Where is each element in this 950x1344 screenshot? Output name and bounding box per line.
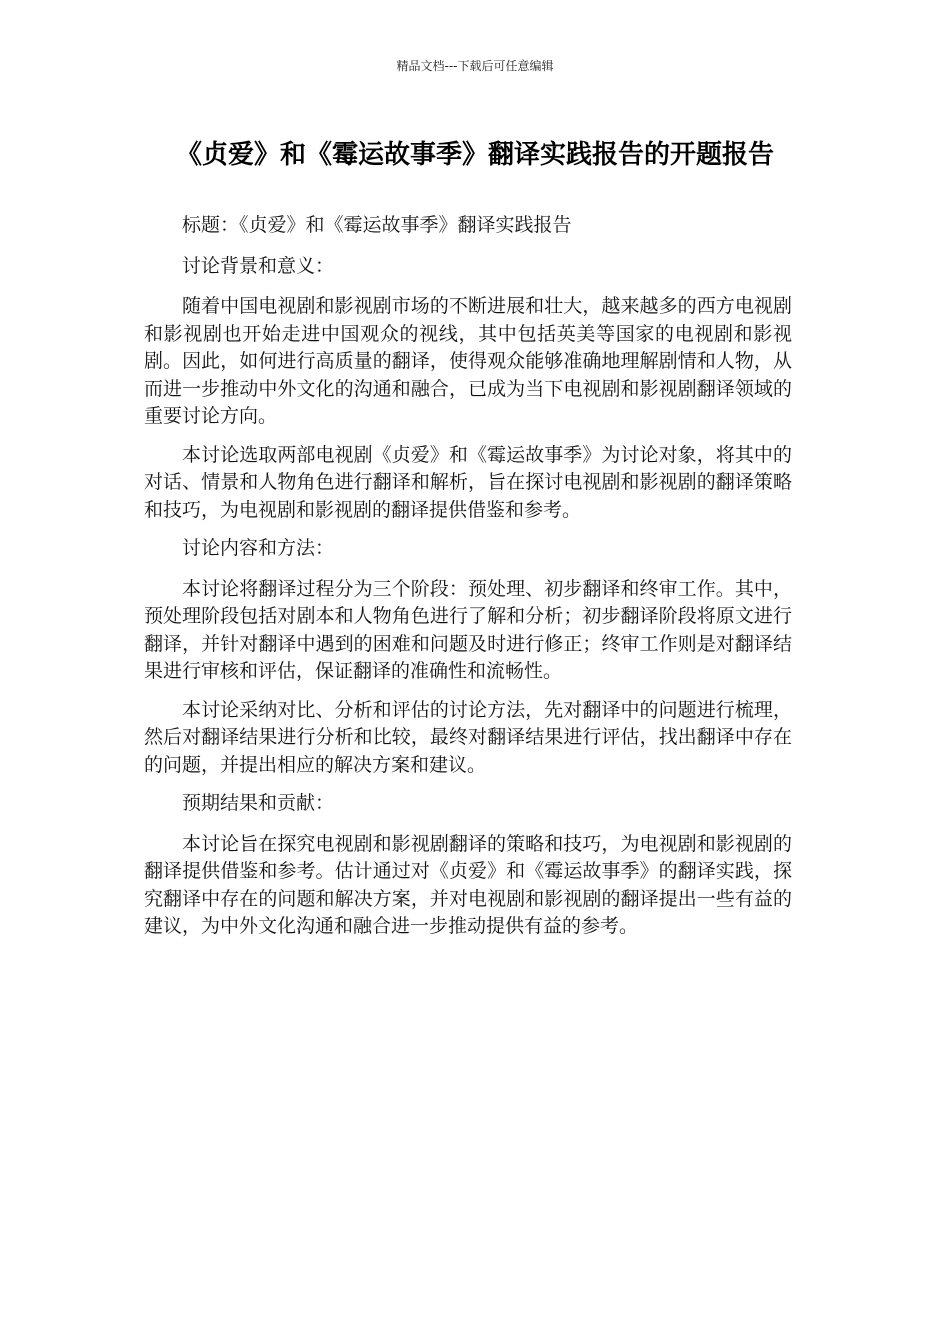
expected-results-paragraph-1: 本讨论旨在探究电视剧和影视剧翻译的策略和技巧，为电视剧和影视剧的翻译提供借鉴和参考。估计通过对《贞爱》和《霉运故事季》的翻译实践，探究翻译中存在的问题和解决方案，并对电视剧和影视剧的翻译提出一些有益的建议，为中外文化沟通和融合进一步推动提供有益的参考。 xyxy=(144,832,792,937)
content-method-paragraph-2: 本讨论采纳对比、分析和评估的讨论方法，先对翻译中的问题进行梳理，然后对翻译结果进行分析和比较，最终对翻译结果进行评估，找出翻译中存在的问题，并提出相应的解决方案和建议。 xyxy=(144,698,792,776)
document-body xyxy=(144,212,792,952)
content-method-paragraph-1: 本讨论将翻译过程分为三个阶段：预处理、初步翻译和终审工作。其中，预处理阶段包括对剧本和人物角色进行了解和分析；初步翻译阶段将原文进行翻译，并针对翻译中遇到的困难和问题及时进行修正；终审工作则是对翻译结果进行审核和评估，保证翻译的准确性和流畅性。 xyxy=(144,577,792,682)
document-title: 《贞爱》和《霉运故事季》翻译实践报告的开题报告 xyxy=(175,140,774,170)
section-heading-content-method: 讨论内容和方法： xyxy=(182,537,335,559)
subject-line: 标题：《贞爱》和《霉运故事季》翻译实践报告 xyxy=(182,214,572,236)
section-heading-expected-results: 预期结果和贡献： xyxy=(182,792,335,814)
page-header: 精品文档---下载后可任意编辑 xyxy=(396,59,554,73)
background-paragraph-2: 本讨论选取两部电视剧《贞爱》和《霉运故事季》为讨论对象，将其中的对话、情景和人物角色进行翻译和解析，旨在探讨电视剧和影视剧的翻译策略和技巧，为电视剧和影视剧的翻译提供借鉴和参考。 xyxy=(144,443,792,521)
section-heading-background: 讨论背景和意义： xyxy=(182,254,335,277)
background-paragraph-1: 随着中国电视剧和影视剧市场的不断进展和壮大，越来越多的西方电视剧和影视剧也开始走进中国观众的视线，其中包括英美等国家的电视剧和影视剧。因此，如何进行高质量的翻译，使得观众能够准确地理解剧情和人物，从而进一步推动中外文化的沟通和融合，已成为当下电视剧和影视剧翻译领域的重要讨论方向。 xyxy=(144,295,792,427)
